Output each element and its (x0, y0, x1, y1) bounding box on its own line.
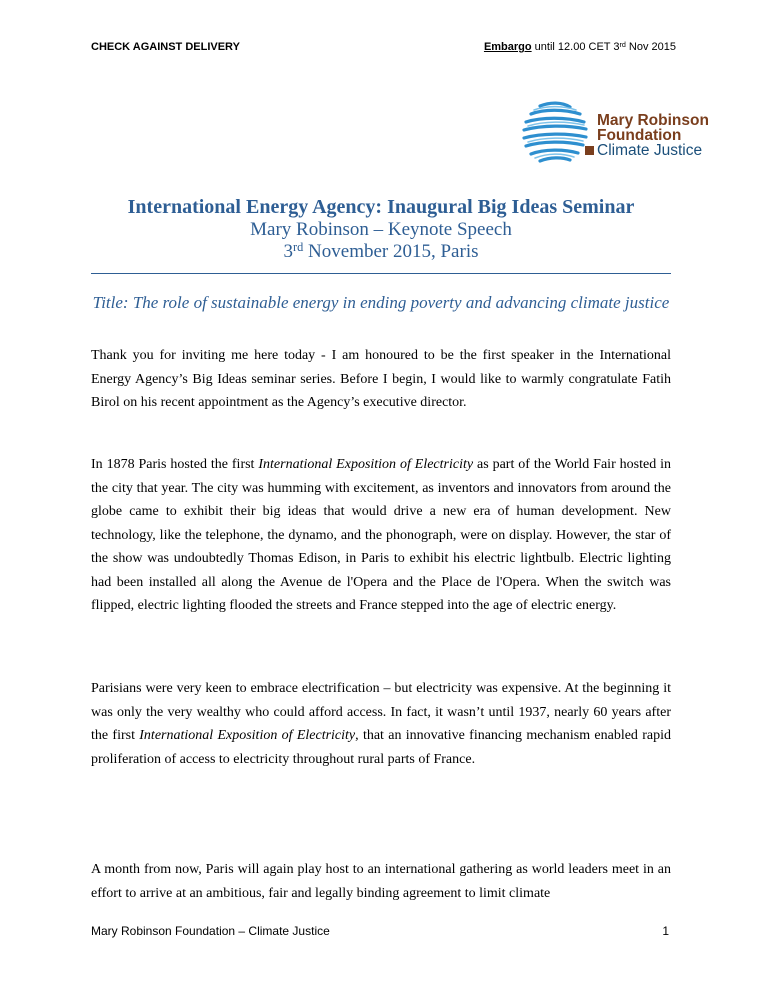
paragraph-3-exposition: International Exposition of Electricity (139, 728, 356, 743)
paragraph-2-exposition: International Exposition of Electricity (258, 457, 474, 472)
page-number: 1 (662, 924, 669, 938)
logo-line-3 (597, 143, 709, 158)
title-block (91, 196, 671, 263)
logo-line-1: Mary Robinson (597, 112, 709, 129)
footer-organization: Mary Robinson Foundation – Climate Justice (91, 924, 330, 938)
date-day: 3 (283, 241, 293, 262)
foundation-logo (520, 97, 730, 169)
date-ordinal: rd (293, 240, 304, 255)
embargo-date: Nov 2015 (625, 41, 676, 53)
logo-line-2: Foundation (597, 127, 682, 144)
speech-date (91, 241, 671, 263)
paragraph-2-rest: as part of the World Fair hosted in the city that year. The city was humming with excitement, as inventors and innovators from around the globe came to exhibit their big ideas that would drive a new era of human development. New technology, like the telephone, the dynamo, and the phonograph, were on display. However, the star of the show was undoubtedly Thomas Edison, in Paris to exhibit his electric lightbulb. Electric lighting had been installed all along the Avenue de l'Opera and the Place de l'Opera. When the switch was flipped, electric lighting flooded the streets and France stepped into the age of electric energy. (91, 457, 672, 613)
paragraph-1 (91, 344, 671, 415)
logo-wordmark (597, 113, 709, 158)
paragraph-4 (91, 858, 671, 905)
header-delivery-note: CHECK AGAINST DELIVERY (91, 41, 240, 53)
title-divider (91, 273, 671, 274)
header-embargo (484, 41, 676, 53)
paragraph-2-start: In 1878 Paris hosted the first (91, 457, 259, 472)
paragraph-2 (91, 453, 671, 618)
paragraph-4-text: A month from now, Paris will again play host to an international gathering as world leaders meet in an effort to arrive at an ambitious, fair and legally binding agreement to limit climate (91, 862, 671, 901)
embargo-ordinal: rd (619, 40, 626, 49)
embargo-label: Embargo (483, 41, 532, 53)
logo-square-icon (585, 146, 594, 155)
speech-subtitle: Title: The role of sustainable energy in ending poverty and advancing climate justice (92, 293, 670, 312)
logo-line-3-text: Climate Justice (597, 142, 703, 159)
paragraph-3-start: Parisians were very keen to embrace electrification – but electricity was expensive. At the beginning it was only the very wealthy who could afford access. In fact, it wasn’t until 1937, nearly 60 years after the first (91, 681, 671, 743)
date-rest: November 2015, Paris (303, 241, 479, 262)
paragraph-3-rest: , that an innovative financing mechanism enabled rapid proliferation of access to electricity throughout rural parts of France. (91, 728, 671, 767)
paragraph-1-text: Thank you for inviting me here today - I am honoured to be the first speaker in the International Energy Agency’s Big Ideas seminar series. Before I begin, I would like to warmly congratulate Fatih Birol on his recent appointment as the Agency’s executive director. (91, 348, 671, 410)
paragraph-3 (91, 677, 671, 771)
globe-logo-icon (520, 97, 590, 169)
seminar-title: International Energy Agency: Inaugural Big Ideas Seminar (127, 196, 635, 218)
embargo-time: until 12.00 CET 3 (531, 41, 620, 53)
speech-title: Mary Robinson – Keynote Speech (250, 219, 512, 240)
